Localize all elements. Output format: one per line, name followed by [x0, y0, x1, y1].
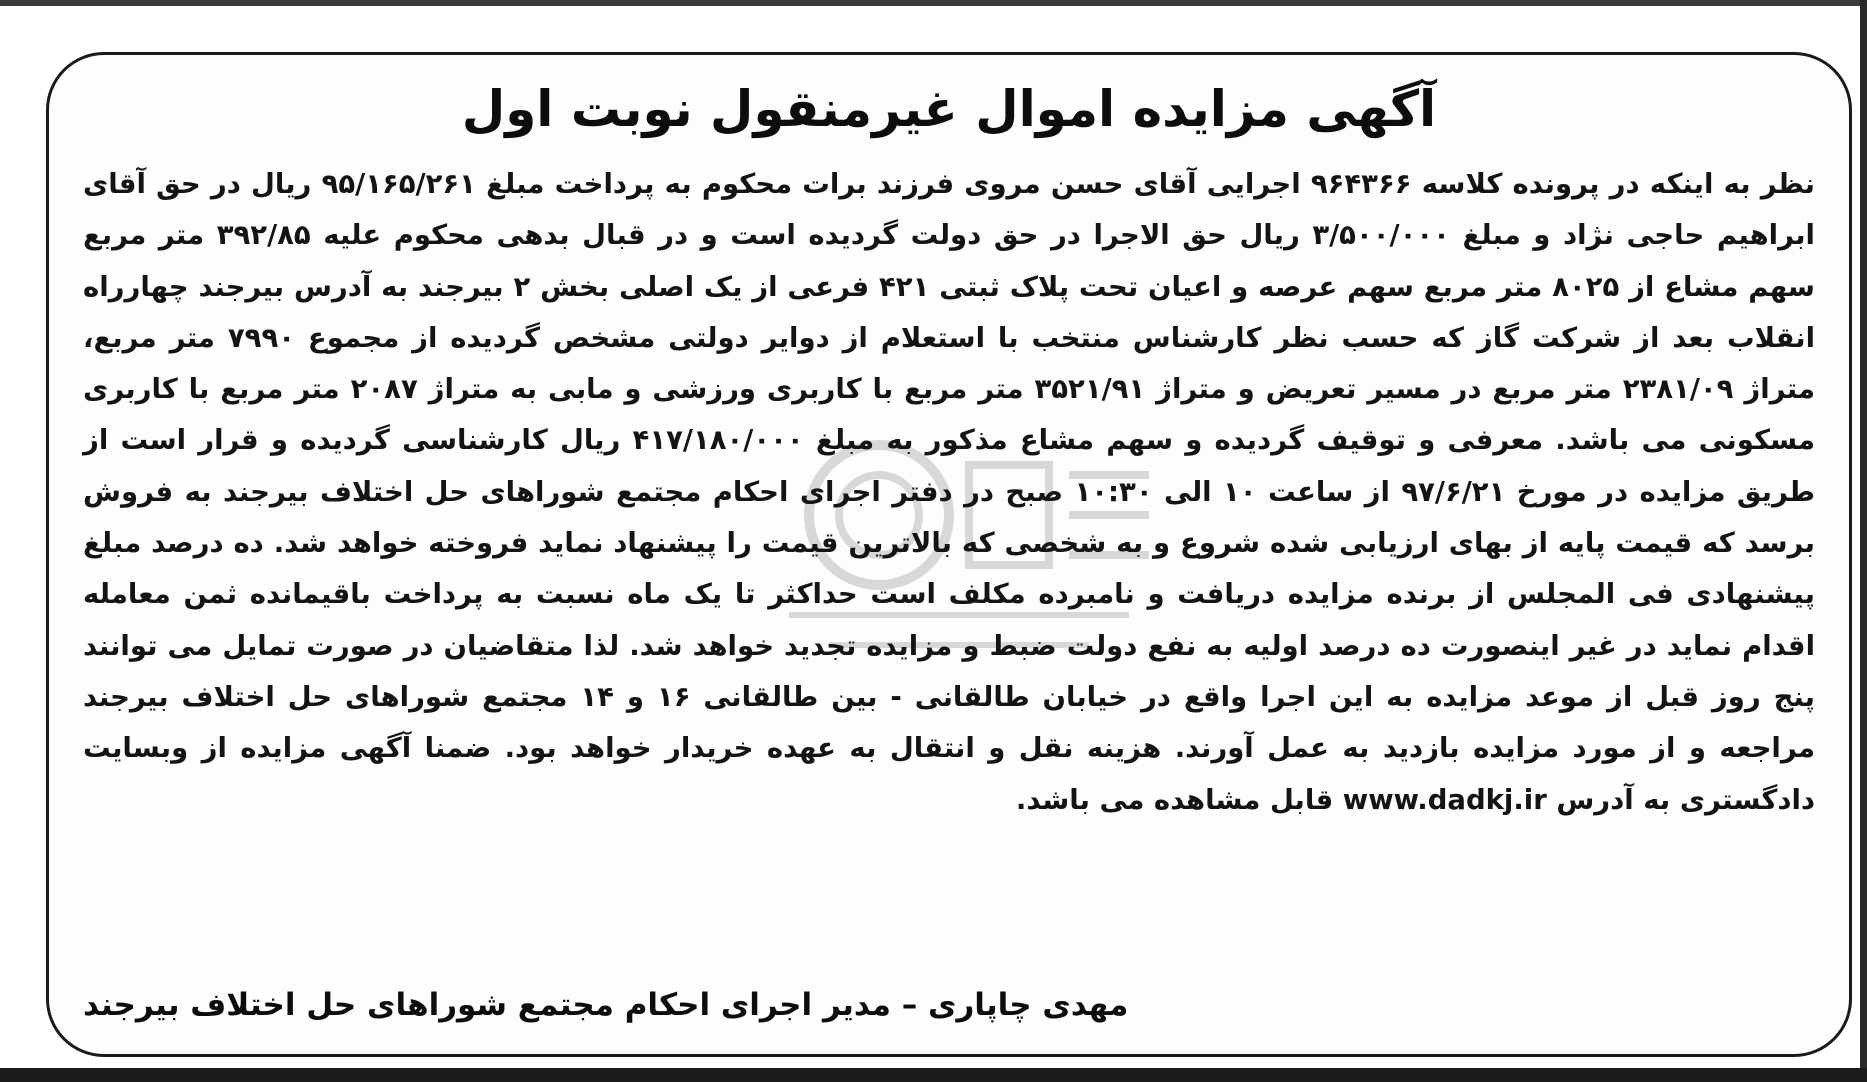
notice-frame [46, 52, 1852, 1057]
notice-title: آگهی مزایده اموال غیرمنقول نوبت اول [461, 80, 1437, 138]
right-edge-shadow [1860, 0, 1867, 1082]
notice-signature: مهدی چاپاری – مدیر اجرای احکام مجتمع شوراهای حل اختلاف بیرجند [83, 987, 1129, 1023]
top-rule [0, 0, 1867, 6]
notice-body-text: نظر به اینکه در پرونده کلاسه ۹۶۴۳۶۶ اجرایی آقای حسن مروی فرزند برات محکوم به پرداخت مبلغ ۹۵/۱۶۵/۲۶۱ ریال در حق آقای ابراهیم حاجی نژاد و مبلغ ۳/۵۰۰/۰۰۰ ریال حق الاجرا در حق دولت گردیده است و در قبال بدهی محکوم علیه ۳۹۲/۸۵ متر مربع سهم مشاع از ۸۰۲۵ متر مربع سهم عرصه و اعیان تحت پلاک ثبتی ۴۲۱ فرعی از یک اصلی بخش ۲ بیرجند به آدرس بیرجند چهارراه انقلاب بعد از شرکت گاز که حسب نظر کارشناس منتخب با استعلام از دوایر دولتی مشخص گردیده از مجموع ۷۹۹۰ متر مربع، متراژ ۲۳۸۱/۰۹ متر مربع در مسیر تعریض و متراژ ۳۵۲۱/۹۱ متر مربع با کاربری ورزشی و مابی به متراژ ۲۰۸۷ متر مربع با کاربری مسکونی می باشد. معرفی و توقیف گردیده و سهم مشاع مذکور به مبلغ ۴۱۷/۱۸۰/۰۰۰ ریال کارشناسی گردیده و قرار است از طریق مزایده در مورخ ۹۷/۶/۲۱ از ساعت ۱۰ الی ۱۰:۳۰ صبح در دفتر اجرای احکام مجتمع شوراهای حل اختلاف بیرجند به فروش برسد که قیمت پایه از بهای ارزیابی شده شروع و به شخصی که بالاترین قیمت را پیشنهاد نماید فروخته خواهد شد. ده درصد مبلغ پیشنهادی فی المجلس از برنده مزایده دریافت و نامبرده مکلف است حداکثر تا یک ماه نسبت به پرداخت باقیمانده ثمن معامله اقدام نماید در غیر اینصورت ده درصد اولیه به نفع دولت ضبط و مزایده تجدید خواهد شد. لذا متقاضیان در صورت تمایل می توانند پنج روز قبل از موعد مزایده به این اجرا واقع در خیابان طالقانی - بین طالقانی ۱۶ و ۱۴ مجتمع شوراهای حل اختلاف بیرجند مراجعه و از مورد مزایده بازدید به عمل آورند. هزینه نقل و انتقال به عهده خریدار خواهد بود. ضمنا آگهی مزایده از وبسایت دادگستری به آدرس www.dadkj.ir قابل مشاهده می باشد. [83, 168, 1816, 816]
bottom-bar [0, 1068, 1867, 1082]
